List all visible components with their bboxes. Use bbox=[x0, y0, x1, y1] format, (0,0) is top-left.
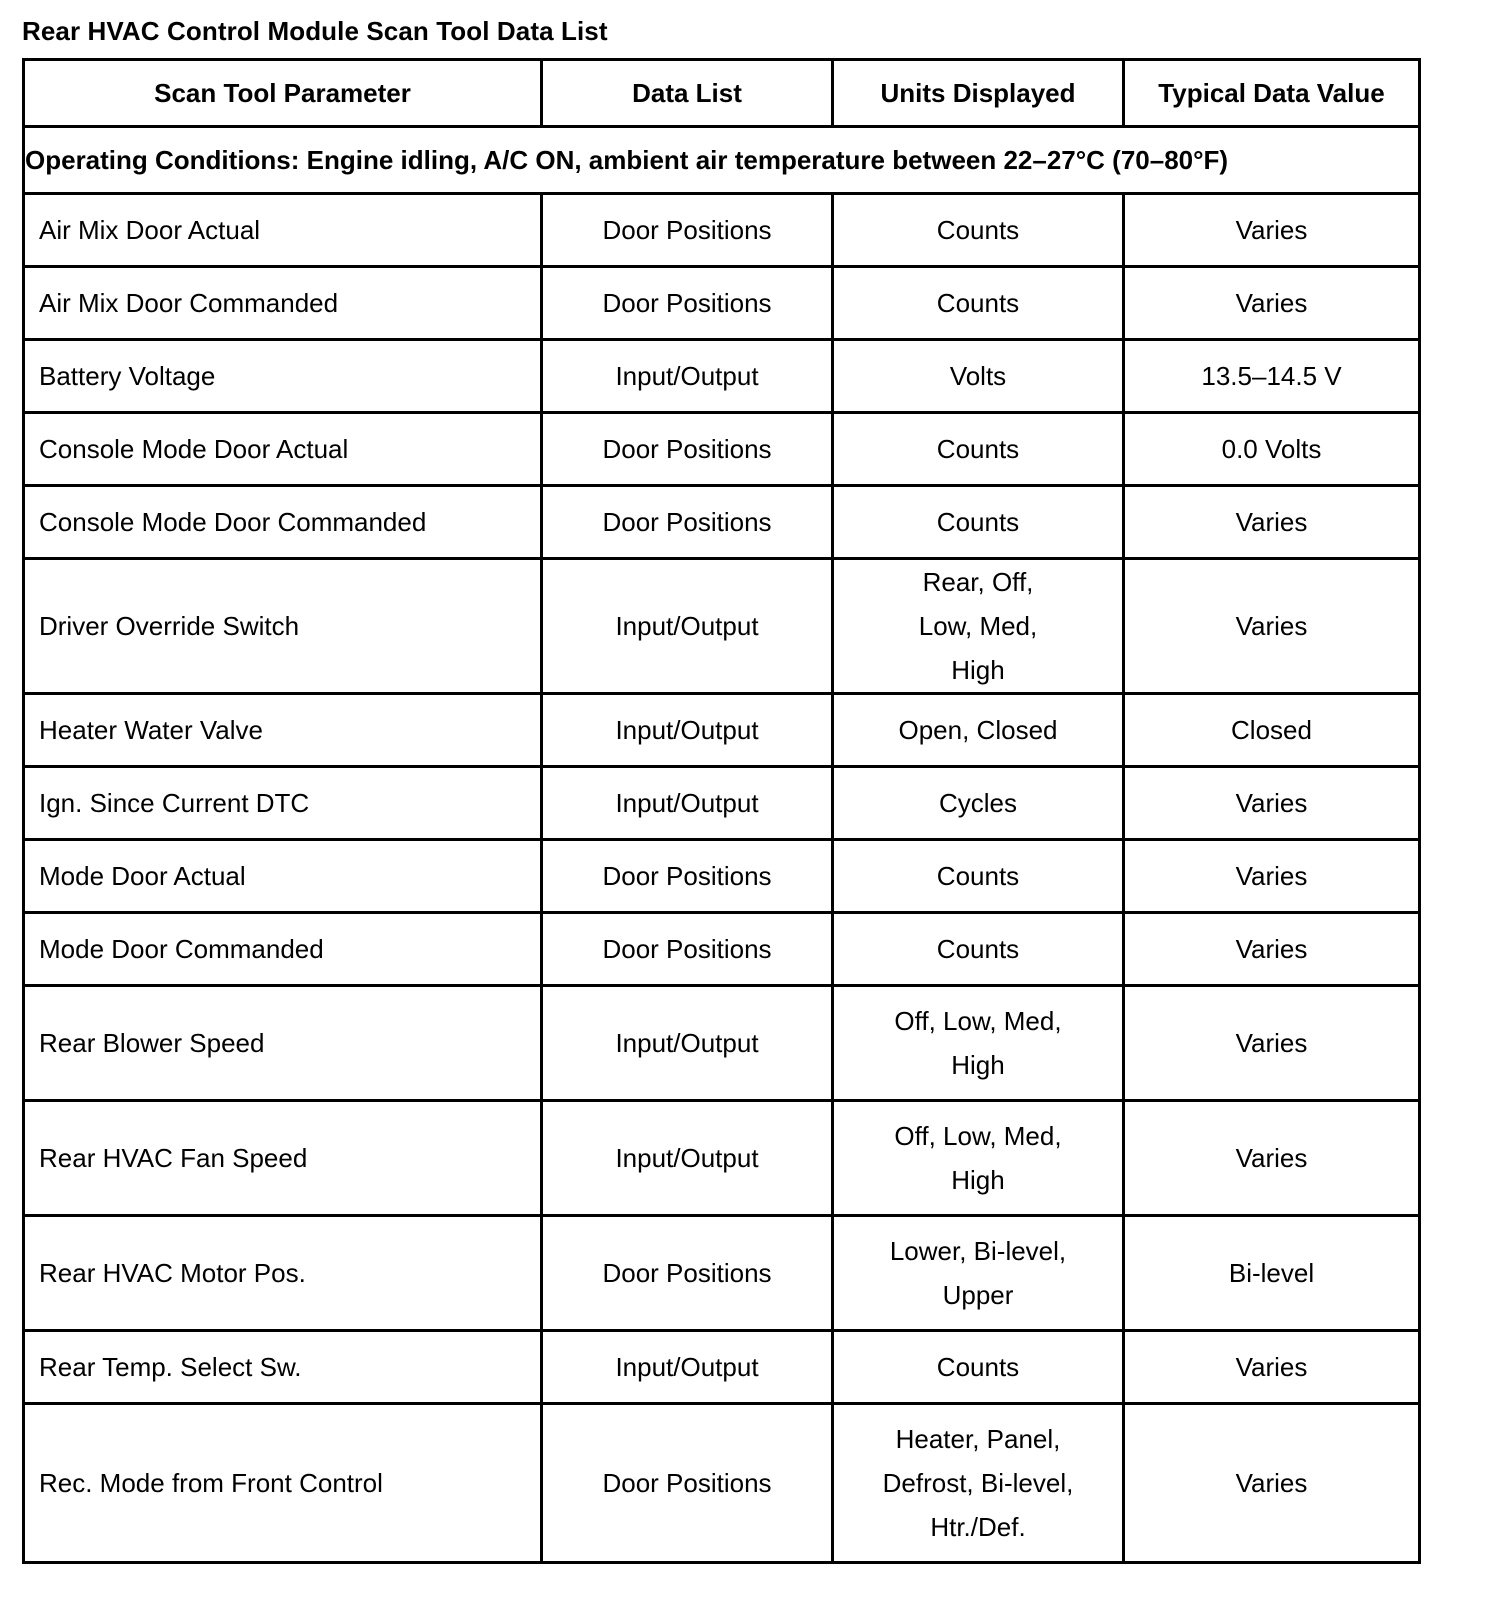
cell-parameter: Driver Override Switch bbox=[24, 559, 542, 694]
cell-parameter: Console Mode Door Commanded bbox=[24, 486, 542, 559]
header-units-displayed: Units Displayed bbox=[833, 60, 1124, 127]
cell-data-list: Door Positions bbox=[542, 840, 833, 913]
cell-typical-value: 0.0 Volts bbox=[1124, 413, 1420, 486]
header-typical-data-value: Typical Data Value bbox=[1124, 60, 1420, 127]
table-row bbox=[24, 194, 1420, 267]
cell-parameter: Mode Door Actual bbox=[24, 840, 542, 913]
cell-units bbox=[833, 986, 1124, 1101]
cell-typical-value: Varies bbox=[1124, 194, 1420, 267]
table-row bbox=[24, 1216, 1420, 1331]
units-text: Off, Low, Med, High bbox=[894, 1006, 1062, 1080]
table-row bbox=[24, 413, 1420, 486]
header-scan-tool-parameter: Scan Tool Parameter bbox=[24, 60, 542, 127]
header-data-list: Data List bbox=[542, 60, 833, 127]
units-text: Lower, Bi-level, Upper bbox=[889, 1236, 1067, 1310]
table-row bbox=[24, 340, 1420, 413]
table-row bbox=[24, 986, 1420, 1101]
units-text: Counts bbox=[936, 288, 1020, 318]
units-text: Open, Closed bbox=[898, 715, 1058, 745]
cell-units bbox=[833, 194, 1124, 267]
cell-parameter: Ign. Since Current DTC bbox=[24, 767, 542, 840]
cell-typical-value: Varies bbox=[1124, 1101, 1420, 1216]
table-row bbox=[24, 1331, 1420, 1404]
cell-typical-value: 13.5–14.5 V bbox=[1124, 340, 1420, 413]
units-text: Volts bbox=[949, 361, 1007, 391]
cell-units bbox=[833, 694, 1124, 767]
operating-conditions-row bbox=[24, 127, 1420, 194]
cell-parameter: Console Mode Door Actual bbox=[24, 413, 542, 486]
cell-data-list: Door Positions bbox=[542, 1216, 833, 1331]
cell-typical-value: Varies bbox=[1124, 767, 1420, 840]
cell-parameter: Battery Voltage bbox=[24, 340, 542, 413]
cell-data-list: Door Positions bbox=[542, 267, 833, 340]
cell-typical-value: Varies bbox=[1124, 986, 1420, 1101]
cell-typical-value: Varies bbox=[1124, 559, 1420, 694]
cell-units bbox=[833, 767, 1124, 840]
table-row bbox=[24, 840, 1420, 913]
units-text: Cycles bbox=[938, 788, 1017, 818]
table-row bbox=[24, 1404, 1420, 1563]
cell-typical-value: Varies bbox=[1124, 840, 1420, 913]
units-text: Counts bbox=[936, 1352, 1020, 1382]
cell-data-list: Door Positions bbox=[542, 194, 833, 267]
cell-data-list: Door Positions bbox=[542, 413, 833, 486]
cell-typical-value: Varies bbox=[1124, 486, 1420, 559]
cell-data-list: Door Positions bbox=[542, 1404, 833, 1563]
table-row bbox=[24, 767, 1420, 840]
cell-units bbox=[833, 1216, 1124, 1331]
cell-units bbox=[833, 1101, 1124, 1216]
cell-parameter: Rear Blower Speed bbox=[24, 986, 542, 1101]
table-row bbox=[24, 486, 1420, 559]
table-row bbox=[24, 267, 1420, 340]
cell-units bbox=[833, 1404, 1124, 1563]
units-text: Heater, Panel, Defrost, Bi-level, Htr./Def. bbox=[882, 1424, 1074, 1542]
units-text: Counts bbox=[936, 434, 1020, 464]
units-text: Counts bbox=[936, 934, 1020, 964]
table-header-row bbox=[24, 60, 1420, 127]
cell-typical-value: Varies bbox=[1124, 1404, 1420, 1563]
table-row bbox=[24, 1101, 1420, 1216]
table-row bbox=[24, 559, 1420, 694]
cell-units bbox=[833, 486, 1124, 559]
cell-parameter: Air Mix Door Commanded bbox=[24, 267, 542, 340]
cell-parameter: Rear HVAC Fan Speed bbox=[24, 1101, 542, 1216]
cell-parameter: Air Mix Door Actual bbox=[24, 194, 542, 267]
units-text: Rear, Off, Low, Med, High bbox=[918, 567, 1038, 685]
operating-conditions: Operating Conditions: Engine idling, A/C ON, ambient air temperature between 22–27°C (70–80°F) bbox=[24, 127, 1420, 194]
document-title: Rear HVAC Control Module Scan Tool Data List bbox=[22, 16, 608, 46]
cell-units bbox=[833, 267, 1124, 340]
cell-data-list: Input/Output bbox=[542, 1331, 833, 1404]
scan-tool-data-table bbox=[22, 58, 1421, 1564]
cell-parameter: Rear HVAC Motor Pos. bbox=[24, 1216, 542, 1331]
cell-data-list: Input/Output bbox=[542, 986, 833, 1101]
cell-data-list: Input/Output bbox=[542, 767, 833, 840]
cell-data-list: Input/Output bbox=[542, 559, 833, 694]
cell-units bbox=[833, 559, 1124, 694]
cell-typical-value: Varies bbox=[1124, 267, 1420, 340]
cell-typical-value: Closed bbox=[1124, 694, 1420, 767]
cell-parameter: Rear Temp. Select Sw. bbox=[24, 1331, 542, 1404]
cell-units bbox=[833, 413, 1124, 486]
table-row bbox=[24, 694, 1420, 767]
units-text: Off, Low, Med, High bbox=[894, 1121, 1062, 1195]
cell-data-list: Door Positions bbox=[542, 486, 833, 559]
cell-units bbox=[833, 340, 1124, 413]
cell-data-list: Input/Output bbox=[542, 694, 833, 767]
cell-typical-value: Bi-level bbox=[1124, 1216, 1420, 1331]
units-text: Counts bbox=[936, 507, 1020, 537]
cell-parameter: Mode Door Commanded bbox=[24, 913, 542, 986]
cell-data-list: Door Positions bbox=[542, 913, 833, 986]
cell-units bbox=[833, 1331, 1124, 1404]
cell-data-list: Input/Output bbox=[542, 1101, 833, 1216]
table-row bbox=[24, 913, 1420, 986]
cell-parameter: Heater Water Valve bbox=[24, 694, 542, 767]
units-text: Counts bbox=[936, 215, 1020, 245]
cell-units bbox=[833, 840, 1124, 913]
cell-units bbox=[833, 913, 1124, 986]
cell-typical-value: Varies bbox=[1124, 1331, 1420, 1404]
cell-data-list: Input/Output bbox=[542, 340, 833, 413]
cell-parameter: Rec. Mode from Front Control bbox=[24, 1404, 542, 1563]
cell-typical-value: Varies bbox=[1124, 913, 1420, 986]
units-text: Counts bbox=[936, 861, 1020, 891]
